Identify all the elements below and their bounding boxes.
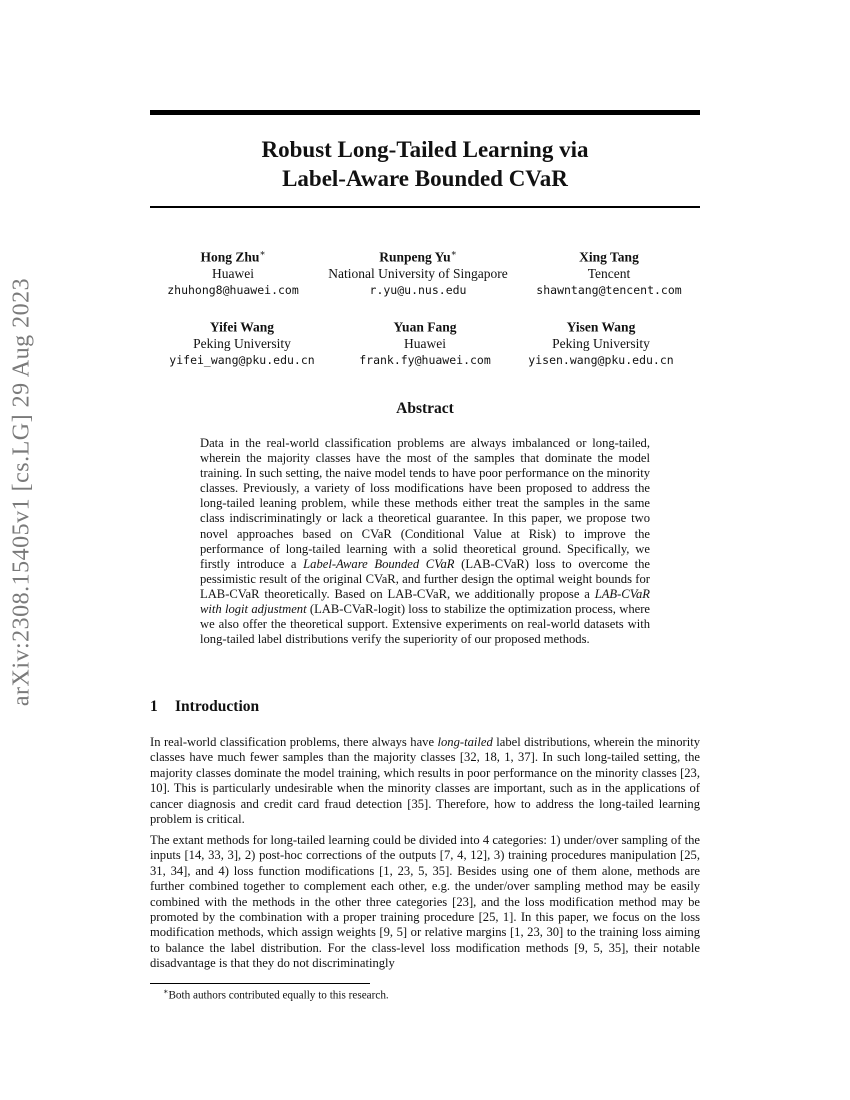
emphasis-lab-cvar: Label-Aware Bounded CVaR <box>303 556 455 571</box>
section-number: 1 <box>150 698 158 715</box>
author-affiliation: Huawei <box>212 265 254 281</box>
emphasis-lab-cvar-logit: LAB-CVaR with logit adjustment <box>200 586 650 617</box>
equal-contribution-mark: ∗ <box>450 248 457 258</box>
author-block <box>501 315 701 369</box>
author-affiliation: Tencent <box>587 265 631 281</box>
arxiv-sidebar <box>3 277 41 707</box>
equal-contribution-mark: ∗ <box>259 248 266 258</box>
author-name: Yisen Wang <box>566 319 636 335</box>
author-name: Yuan Fang <box>393 319 457 335</box>
author-email: r.yu@u.nus.edu <box>369 282 467 297</box>
paragraph: The extant methods for long-tailed learning could be divided into 4 categories: 1) under/over sampling of the inputs [14, 33, 3], 2) post-hoc corrections of the outputs [7, 4, 12], 3) training procedures manipulation [25, 31, 34], and 4) loss function modifications [1, 23, 5, 35]. Besides using one of them alone, methods are further combined together to complement each other, e.g. the under/over sampling method may be easily combined with the methods in the other three categories [23], and the loss modification method may be promoted by the combination with a proper training procedure [25, 1]. In this paper, we focus on the loss modification methods, which assign weights [9, 5] or relative margins [1, 23, 30] to the training loss aiming to balance the label distribution. For the class-level loss modification methods [9, 5, 35], their notable disadvantage is that they do not discriminatingly <box>150 833 700 971</box>
author-affiliation: Huawei <box>404 335 446 351</box>
section-title: Introduction <box>175 698 260 715</box>
abstract-heading: Abstract <box>396 400 454 417</box>
author-affiliation: Peking University <box>552 335 650 351</box>
author-affiliation: Peking University <box>193 335 291 351</box>
emphasis-long-tailed: long-tailed <box>437 735 493 749</box>
author-email: yisen.wang@pku.edu.cn <box>528 352 674 367</box>
title-line-2: Label-Aware Bounded CVaR <box>282 166 568 191</box>
author-email: frank.fy@huawei.com <box>359 352 491 367</box>
title-top-rule <box>150 110 700 115</box>
author-name: Xing Tang <box>579 249 639 265</box>
author-email: zhuhong8@huawei.com <box>167 282 299 297</box>
author-block <box>318 245 518 299</box>
author-block <box>142 315 342 369</box>
author-email: yifei_wang@pku.edu.cn <box>169 352 315 367</box>
paragraph: In real-world classification problems, there always have long-tailed label distributions, wherein the minority classes have much fewer samples than the majority classes [32, 18, 1, 37]. In such long-tailed setting, the majority classes dominate the model training, which results in poor performance on the minority classes [23, 10]. This is particularly undesirable when the minority classes are important, such as in the applications of cancer diagnosis and credit card fraud detection [35]. Therefore, how to address the long-tailed learning problem is critical. <box>150 735 700 827</box>
footnote-mark: ∗ <box>163 987 169 996</box>
title-line-1: Robust Long-Tailed Learning via <box>261 137 589 162</box>
abstract-body: Data in the real-world classification problems are always imbalanced or long-tailed, wherein the majority classes have the most of the samples that dominate the model training. In such setting, the naive model tends to have poor performance on the minority classes. Previously, a variety of loss modifications have been proposed to address the long-tailed leaning problem, while these methods either treat the samples in the same class indiscriminatingly or lack a theoretical guarantee. In this paper, we propose two novel approaches based on CVaR (Conditional Value at Risk) to improve the performance of long-tailed learning with a solid theoretical ground. Specifically, we firstly introduce a Label-Aware Bounded CVaR (LAB-CVaR) loss to overcome the pessimistic result of the original CVaR, and further design the optimal weight bounds for LAB-CVaR theoretically. Based on LAB-CVaR, we additionally propose a LAB-CVaR with logit adjustment (LAB-CVaR-logit) loss to stabilize the optimization process, where we also offer the theoretical support. Extensive experiments on real-world datasets with long-tailed label distributions verify the superiority of our proposed methods. <box>200 436 650 647</box>
footnote-rule <box>150 983 370 984</box>
footnote <box>163 987 389 1002</box>
author-name: Runpeng Yu∗ <box>379 248 457 265</box>
footnote-text: Both authors contributed equally to this research. <box>168 989 389 1002</box>
author-name: Yifei Wang <box>209 319 275 335</box>
arxiv-identifier: arXiv:2308.15405v1 [cs.LG] 29 Aug 2023 <box>8 277 35 707</box>
section-heading-introduction <box>150 698 259 716</box>
author-block <box>509 245 709 299</box>
author-block <box>133 245 333 299</box>
author-block <box>325 315 525 369</box>
title-bottom-rule <box>150 206 700 208</box>
author-email: shawntang@tencent.com <box>536 282 682 297</box>
author-affiliation: National University of Singapore <box>328 265 508 281</box>
paper-title <box>150 135 700 193</box>
author-name: Hong Zhu∗ <box>200 248 266 265</box>
